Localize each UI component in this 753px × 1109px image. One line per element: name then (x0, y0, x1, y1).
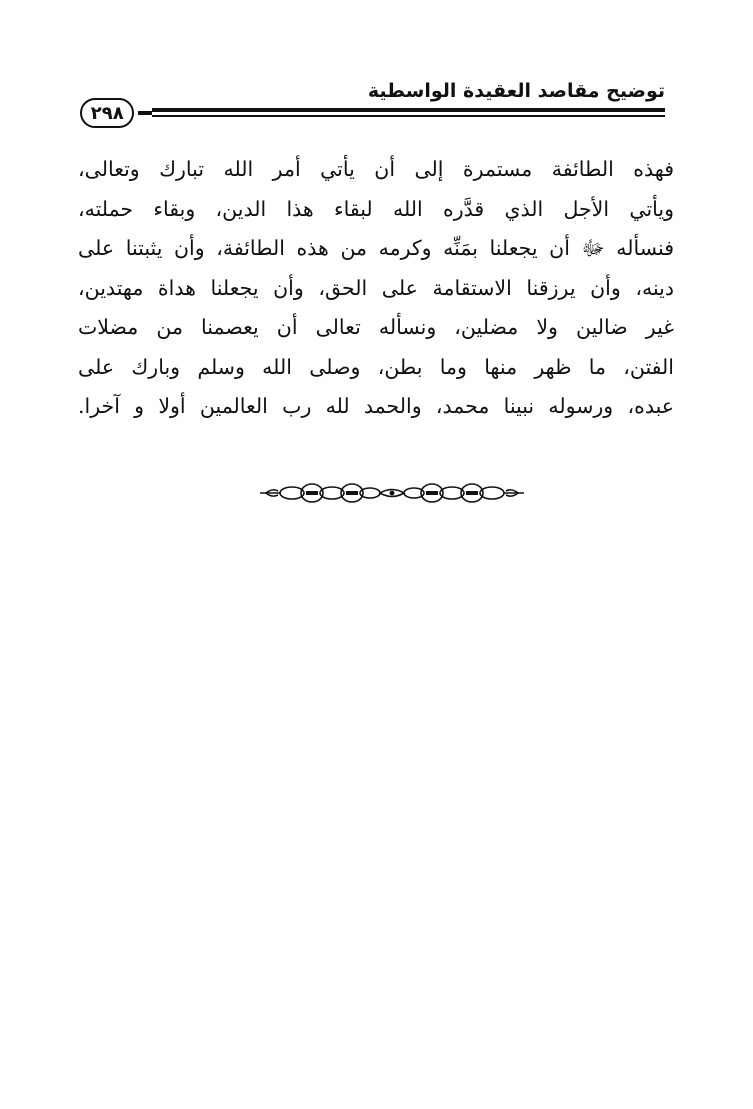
running-header (80, 70, 665, 136)
page-number-container (80, 96, 152, 130)
body-line-5: غير ضالين ولا مضلين، ونسأله تعالى أن يعصمنا من مضلات (78, 315, 674, 339)
body-line-2: ويأتي الأجل الذي قدَّره الله لبقاء هذا الدين، وبقاء حملته، (78, 196, 674, 221)
body-line-7: عبده، ورسوله نبينا محمد، والحمد لله رب العالمين أولا و آخرا. (78, 394, 674, 418)
decorative-divider-ornament-icon (258, 478, 526, 508)
header-rule-thin (80, 115, 665, 117)
body-line-1: فهذه الطائفة مستمرة إلى أن يأتي أمر الله تبارك وتعالى، (78, 157, 674, 181)
body-paragraph (78, 150, 674, 427)
body-line-6: الفتن، ما ظهر منها وما بطن، وصلى الله وسلم وبارك على (78, 354, 674, 379)
page-number: ٢٩٨ (80, 98, 134, 128)
page-number-tick (138, 111, 152, 115)
header-rule-thick (80, 108, 665, 112)
body-line-4: دينه، وأن يرزقنا الاستقامة على الحق، وأن يجعلنا هداة مهتدين، (78, 275, 674, 300)
body-line-3: فنسأله ﷻ أن يجعلنا بمَنِّه وكرمه من هذه الطائفة، وأن يثبتنا على (78, 236, 674, 260)
book-title: توضيح مقاصد العقيدة الواسطية (367, 80, 665, 102)
